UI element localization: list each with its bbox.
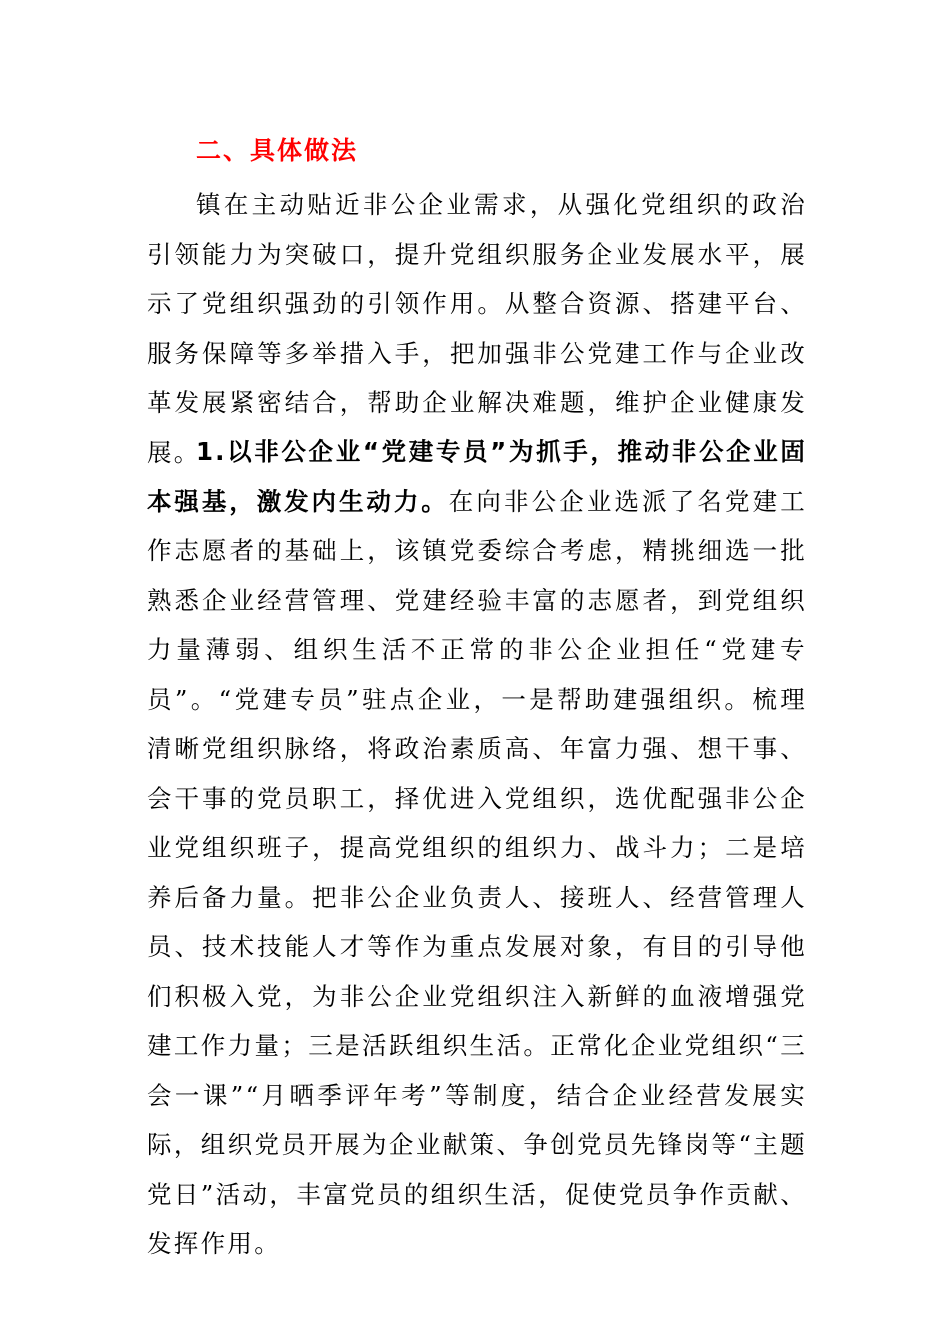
item-1-body: 在向非公企业选派了名党建工作志愿者的基础上，该镇党委综合考虑，精挑细选一批熟悉企业经营管理、党建经验丰富的志愿者，到党组织力量薄弱、组织生活不正常的非公企业担任“党建专员”。“党建专员”驻点企业，一是帮助建强组织。梳理清晰党组织脉络，将政治素质高、年富力强、想干事、会干事的党员职工，择优进入党组织，选优配强非公企业党组织班子，提高党组织的组织力、战斗力；二是培养后备力量。把非公企业负责人、接班人、经营管理人员、技术技能人才等作为重点发展对象，有目的引导他们积极入党，为非公企业党组织注入新鲜的血液增强党建工作力量；三是活跃组织生活。正常化企业党组织“三会一课”“月晒季评年考”等制度，结合企业经营发展实际，组织党员开展为企业献策、争创党员先锋岗等“主题党日”活动，丰富党员的组织生活，促使党员争作贡献、发挥作用。 [147,486,807,1258]
intro-paragraph: 镇在主动贴近非公企业需求，从强化党组织的政治引领能力为突破口，提升党组织服务企业发展水平，展示了党组织强劲的引领作用。从整合资源、搭建平台、服务保障等多举措入手，把加强非公党建工作与企业改革发展紧密结合，帮助企业解决难题，维护企业健康发展。 [147,190,807,467]
section-heading: 二、具体做法 [196,136,359,165]
item-1-paragraph [147,427,807,1269]
item-1-lead: 1.以非公企业“党建专员”为抓手，推动非公企业固本强基，激发内生动力。 [147,437,807,516]
